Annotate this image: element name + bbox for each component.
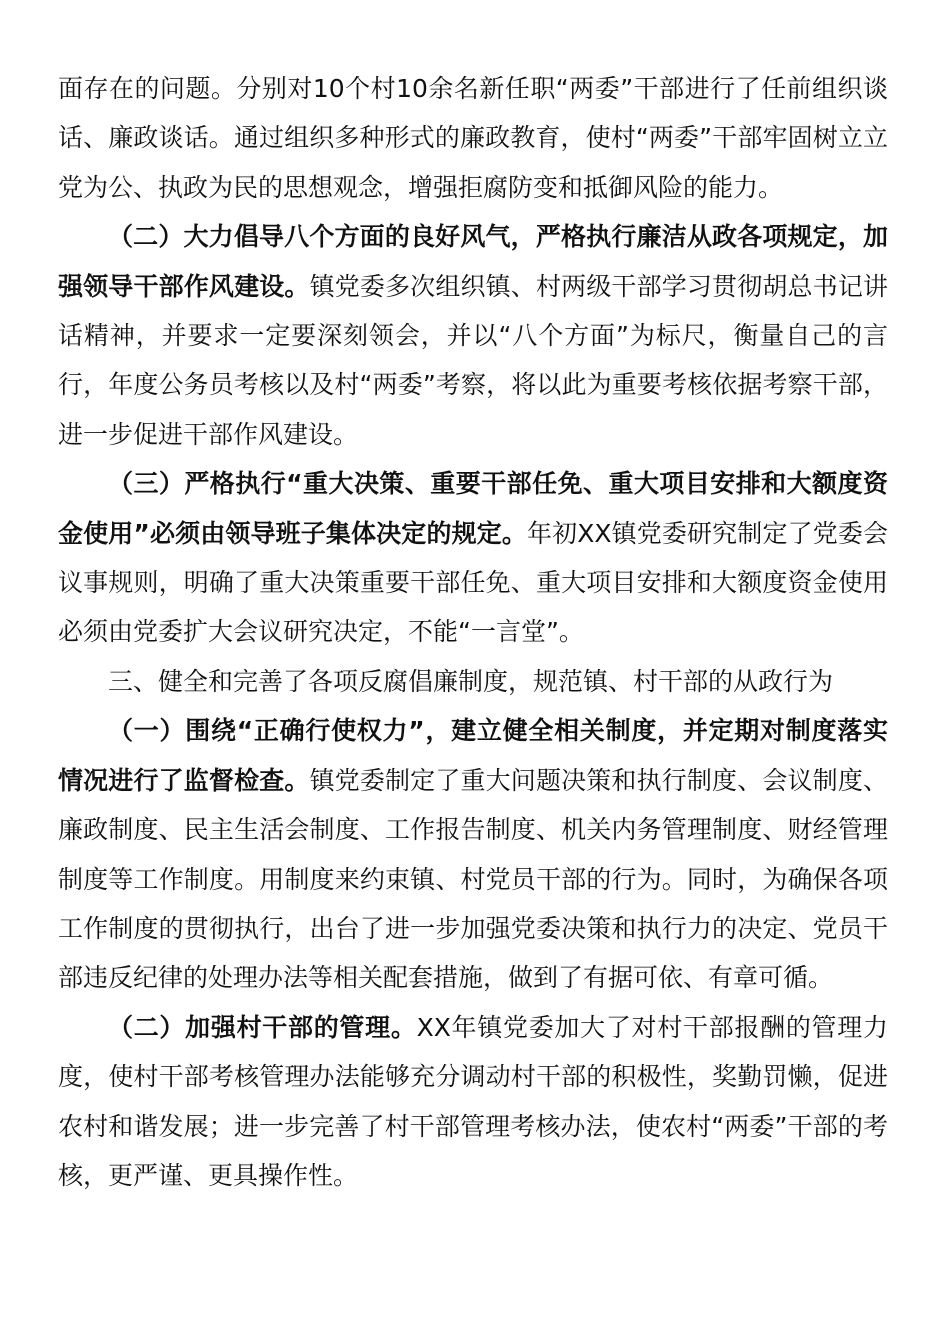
paragraph-6-text: XX年镇党委加大了对村干部报酬的管理力度，使村干部考核管理办法能够充分调动村干部的积极性，奖勤罚懒，促进农村和谐发展；进一步完善了村干部管理考核办法，使农村“两委”干部的考核，更严谨、更具操作性。: [58, 1012, 889, 1190]
section-heading-3-text: 三、健全和完善了各项反腐倡廉制度，规范镇、村干部的从政行为: [108, 666, 834, 696]
paragraph-6: [58, 1003, 888, 1201]
paragraph-5-text: 镇党委制定了重大问题决策和执行制度、会议制度、廉政制度、民主生活会制度、工作报告制度、机关内务管理制度、财经管理制度等工作制度。用制度来约束镇、村党员干部的行为。同时，为确保各项工作制度的贯彻执行，出台了进一步加强党委决策和执行力的决定、党员干部违反纪律的处理办法等相关配套措施，做到了有据可依、有章可循。: [58, 765, 888, 993]
paragraph-1: [58, 64, 888, 212]
section-heading-3: [58, 657, 888, 706]
paragraph-5: [58, 706, 888, 1002]
paragraph-3-text: 年初XX镇党委研究制定了党委会议事规则，明确了重大决策重要干部任免、重大项目安排和大额度资金使用必须由党委扩大会议研究决定，不能“一言堂”。: [58, 518, 888, 647]
document-body: [58, 64, 888, 1200]
paragraph-2-text: 镇党委多次组织镇、村两级干部学习贯彻胡总书记讲话精神，并要求一定要深刻领会，并以“八个方面”为标尺，衡量自己的言行，年度公务员考核以及村“两委”考察，将以此为重要考核依据考察干部，进一步促进干部作风建设。: [58, 271, 888, 449]
paragraph-5-heading: （一）围绕“正确行使权力”，建立健全相关制度，并定期对制度落实情况进行了监督检查。: [58, 716, 888, 795]
paragraph-2-heading: （二）大力倡导八个方面的良好风气，严格执行廉洁从政各项规定，加强领导干部作风建设。: [58, 222, 888, 301]
paragraph-3-heading: （三）严格执行“重大决策、重要干部任免、重大项目安排和大额度资金使用”必须由领导班子集体决定的规定。: [58, 469, 888, 548]
paragraph-3: [58, 459, 888, 657]
paragraph-6-heading: （二）加强村干部的管理。: [108, 1012, 417, 1042]
paragraph-1-text: 面存在的问题。分别对10个村10余名新任职“两委”干部进行了任前组织谈话、廉政谈话。通过组织多种形式的廉政教育，使村“两委”干部牢固树立立党为公、执政为民的思想观念，增强拒腐防变和抵御风险的能力。: [58, 74, 888, 202]
paragraph-2: [58, 212, 888, 459]
